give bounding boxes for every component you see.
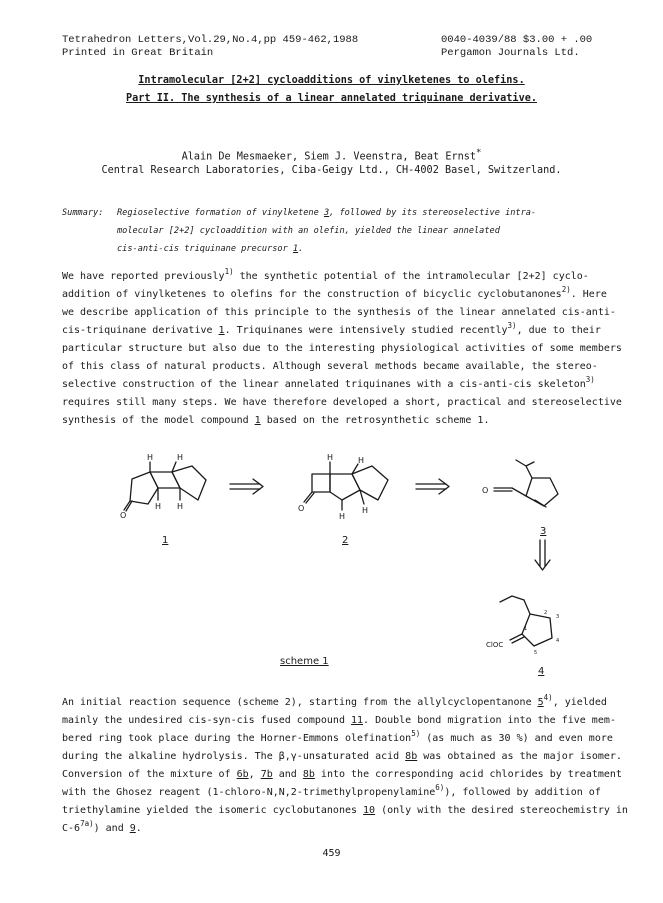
corresponding-author-mark: * — [475, 148, 482, 158]
summary-block — [62, 204, 622, 258]
body-text: and — [272, 769, 303, 780]
body-text: was obtained as the major isomer. — [417, 751, 622, 762]
retro-arrow-1 — [230, 479, 263, 494]
title-line-2: Part II. The synthesis of a linear annelated triquinane derivative. — [126, 93, 537, 104]
summary-text: Regioselective formation of vinylketene — [117, 208, 324, 218]
compound-ref: 8b — [405, 751, 418, 762]
body-text: ) and — [93, 823, 130, 834]
atom-label: H — [155, 502, 162, 511]
compound-ref: 1 — [254, 415, 261, 426]
compound-ref: 9 — [129, 823, 136, 834]
journal-header-right — [441, 34, 592, 60]
affiliation: Central Research Laboratories, Ciba-Geigy Ltd., CH-4002 Basel, Switzerland. — [101, 165, 562, 176]
body-text: C-6 — [62, 823, 81, 834]
reference-mark: 7a) — [80, 819, 94, 828]
author-names: Alain De Mesmaeker, Siem J. Veenstra, Beat Ernst — [181, 151, 476, 163]
compound-number: 4 — [538, 666, 545, 677]
ring-locant: 2 — [544, 610, 548, 616]
summary-text: cis-anti-cis triquinane precursor — [117, 244, 293, 254]
compound-2-structure — [304, 462, 388, 510]
printed-in: Printed in Great Britain — [62, 47, 214, 59]
body-text: we describe application of this principle to the synthesis of the linear annelated cis-anti- — [62, 307, 616, 318]
compound-ref: 1 — [218, 325, 225, 336]
atom-label: H — [327, 453, 334, 462]
body-text: , yielded — [552, 697, 607, 708]
compound-ref: 8b — [302, 769, 315, 780]
body-text: during the alkaline hydrolysis. The β,γ-unsaturated acid — [62, 751, 406, 762]
body-text: Conversion of the mixture of — [62, 769, 237, 780]
body-text: . — [135, 823, 142, 834]
body-text: synthesis of the model compound — [62, 415, 255, 426]
atom-label: H — [147, 453, 154, 462]
retro-arrow-2 — [416, 479, 449, 494]
compound-ref: 6b — [236, 769, 249, 780]
summary-line-3 — [62, 240, 622, 258]
body-text: requires still many steps. We have therefore developed a short, practical and stereoselective — [62, 397, 622, 408]
compound-ref: 7b — [260, 769, 273, 780]
reference-mark: 6) — [435, 783, 445, 792]
publisher: Pergamon Journals Ltd. — [441, 47, 580, 59]
article-code: 0040-4039/88 $3.00 + .00 — [441, 34, 593, 46]
body-text: with the Ghosez reagent (1-chloro-N,N,2-trimethylpropenylamine — [62, 787, 436, 798]
body-text: An initial reaction sequence (scheme 2), starting from the allylcyclopentanone — [62, 697, 538, 708]
compound-1-structure — [124, 462, 206, 511]
compound-ref: 11 — [350, 715, 364, 726]
ring-locant: 1 — [524, 626, 528, 632]
summary-text: , followed by its stereoselective intra- — [329, 208, 537, 218]
body-text: the synthetic potential of the intramolecular [2+2] cyclo- — [233, 271, 589, 282]
summary-text: molecular [2+2] cycloaddition with an olefin, yielded the linear annelated — [117, 226, 500, 236]
reference-mark: 2) — [561, 285, 571, 294]
atom-label: O — [120, 511, 127, 520]
compound-ref: 3 — [323, 208, 330, 218]
body-text: mainly the undesired cis-syn-cis fused compound — [62, 715, 351, 726]
body-text: We have reported previously — [62, 271, 225, 282]
body-text: (as much as 30 %) and even more — [420, 733, 613, 744]
body-text: based on the retrosynthetic scheme 1. — [260, 415, 490, 426]
summary-label: Summary: — [62, 208, 104, 218]
reference-mark: 3) — [585, 375, 595, 384]
retrosynthetic-scheme — [120, 452, 580, 682]
reference-mark: 4) — [543, 693, 553, 702]
compound-number: 2 — [342, 535, 349, 546]
compound-3-structure — [494, 460, 558, 507]
ring-locant: 4 — [556, 638, 560, 644]
body-text: cis-triquinane derivative — [62, 325, 219, 336]
body-text: particular structure but also due to the interesting physiological activities of some members — [62, 343, 622, 354]
reference-mark: 3) — [507, 321, 517, 330]
body-text: , — [248, 769, 261, 780]
compound-number: 1 — [162, 535, 169, 546]
body-text: . Triquinanes were intensively studied recently — [224, 325, 508, 336]
compound-ref: 1 — [292, 244, 299, 254]
body-text: ), followed by addition of — [444, 787, 601, 798]
body-text: into the corresponding acid chlorides by treatment — [314, 769, 622, 780]
compound-ref: 10 — [363, 805, 376, 816]
summary-text: . — [298, 244, 304, 254]
atom-label: H — [358, 456, 365, 465]
journal-citation: Tetrahedron Letters,Vol.29,No.4,pp 459-462,1988 — [62, 34, 359, 46]
atom-label: O — [298, 504, 305, 513]
compound-4-structure — [500, 596, 552, 646]
atom-label: H — [177, 502, 184, 511]
body-text: , due to their — [516, 325, 601, 336]
body-text: selective construction of the linear annelated triquinanes with a cis-anti-cis skeleton — [62, 379, 586, 390]
body-text: bered ring took place during the Horner-Emmons olefination — [62, 733, 412, 744]
scheme-label: scheme 1 — [280, 656, 329, 667]
reference-mark: 1) — [224, 267, 234, 276]
body-text: addition of vinylketenes to olefins for the construction of bicyclic cyclobutanones — [62, 289, 562, 300]
ring-locant: 3 — [556, 614, 560, 620]
body-text: of this class of natural products. Although several methods became available, the stereo- — [62, 361, 598, 372]
atom-label: H — [177, 453, 184, 462]
body-text: . Double bond migration into the five mem- — [363, 715, 616, 726]
journal-header-left — [62, 34, 358, 60]
body-text: . Here — [570, 289, 607, 300]
author-list — [0, 148, 663, 162]
ring-locant: 5 — [534, 650, 538, 656]
body-text: (only with the desired stereochemistry in — [375, 805, 628, 816]
atom-label: H — [362, 506, 369, 515]
body-text: triethylamine yielded the isomeric cyclobutanones — [62, 805, 364, 816]
atom-label: O — [482, 486, 489, 495]
page-number: 459 — [322, 848, 341, 859]
paragraph-1 — [62, 268, 622, 430]
atom-label: H — [339, 512, 346, 521]
reference-mark: 5) — [411, 729, 421, 738]
compound-ref: 5 — [537, 697, 544, 708]
title-line-1: Intramolecular [2+2] cycloadditions of vinylketenes to olefins. — [138, 75, 525, 86]
retro-arrow-3 — [535, 540, 550, 570]
acyl-chloride-label: ClOC — [486, 641, 504, 649]
compound-number: 3 — [540, 526, 547, 537]
paragraph-2 — [62, 693, 628, 838]
